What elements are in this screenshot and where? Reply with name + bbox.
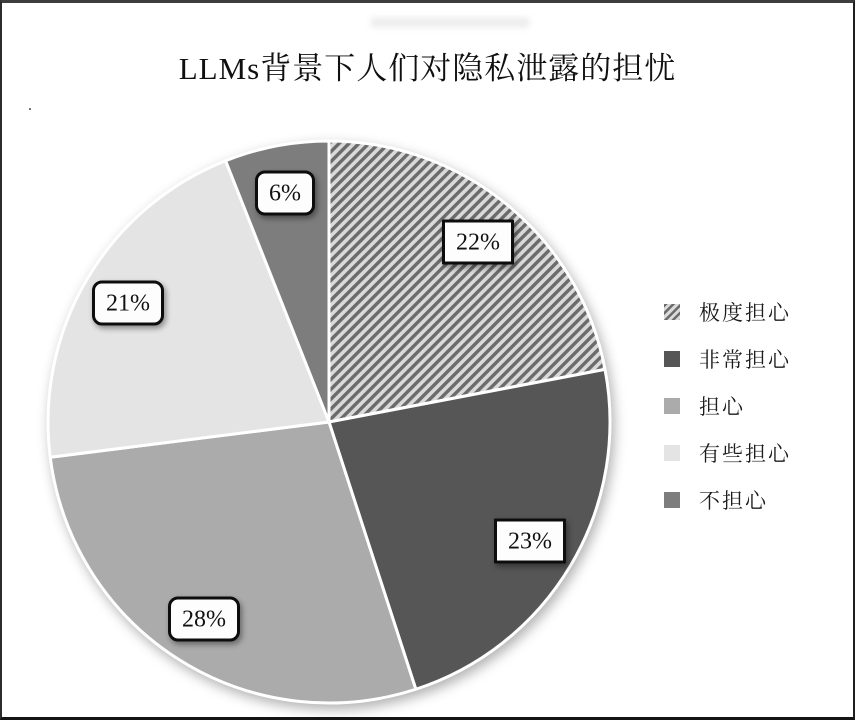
slice-label-5: 6% [255, 171, 315, 216]
legend-item [664, 382, 791, 429]
slice-label-1: 22% [442, 220, 514, 265]
legend-item-label: 担心 [699, 394, 745, 419]
scan-dot: . [28, 97, 32, 114]
legend-item-label: 非常担心 [699, 347, 791, 372]
legend-item [664, 476, 791, 523]
legend-swatch [664, 445, 680, 461]
legend-item-label: 有些担心 [699, 441, 791, 466]
slice-label-4: 21% [92, 281, 164, 326]
slice-label-3: 28% [168, 597, 240, 642]
legend-swatch [664, 351, 680, 367]
legend-item [664, 335, 791, 382]
legend [664, 288, 791, 523]
legend-swatch [664, 398, 680, 414]
legend-item-label: 不担心 [699, 488, 768, 513]
legend-swatch [664, 492, 680, 508]
legend-item [664, 429, 791, 476]
slice-label-2: 23% [494, 519, 566, 564]
legend-swatch [664, 304, 680, 320]
chart-title: LLMs背景下人们对隐私泄露的担忧 [178, 51, 677, 86]
legend-item-label: 极度担心 [699, 300, 791, 325]
legend-item [664, 288, 791, 335]
